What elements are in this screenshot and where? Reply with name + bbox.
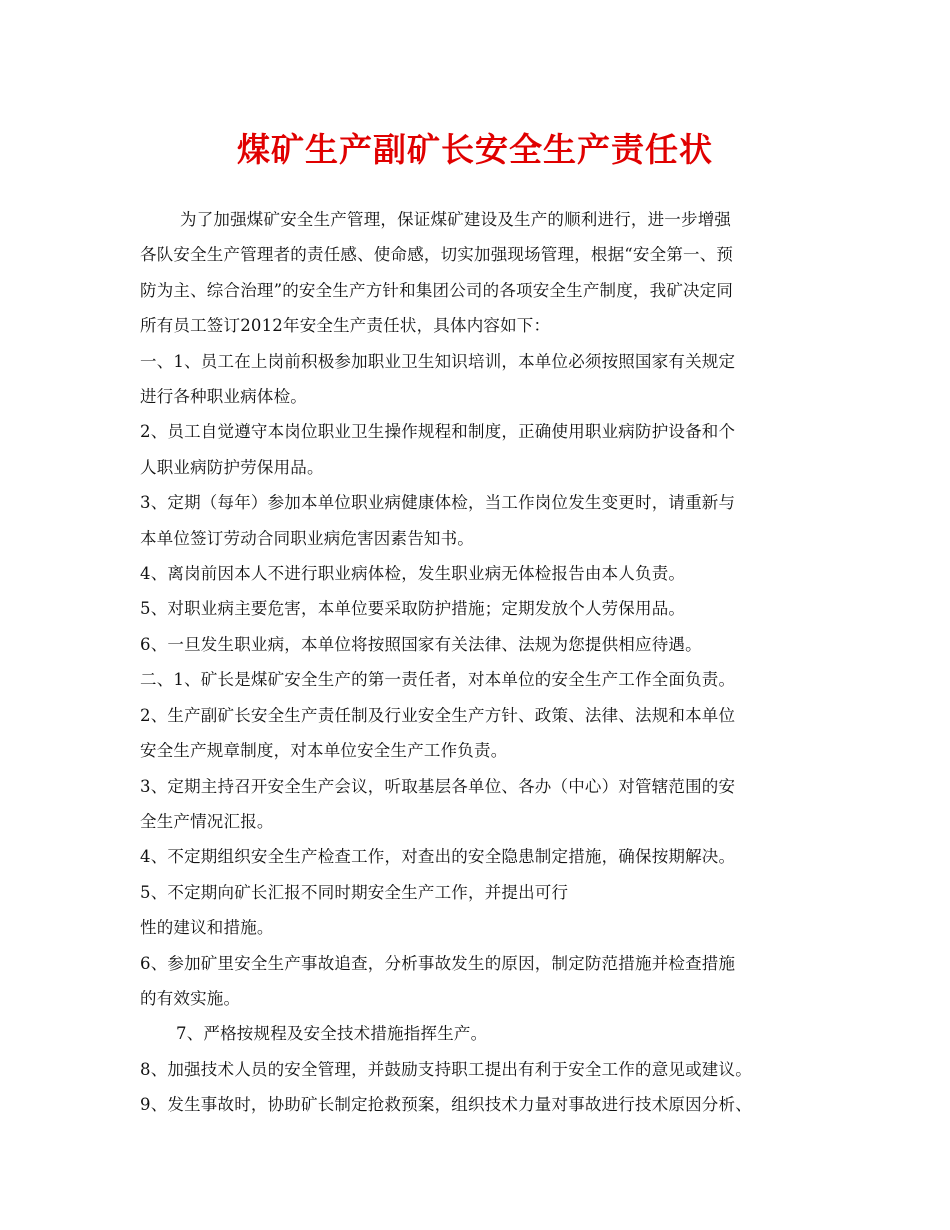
text-line: 进行各种职业病体检。 (140, 387, 307, 407)
text-line: 8、加强技术人员的安全管理，并鼓励支持职工提出有利于安全工作的意见或建议。 (140, 1059, 752, 1079)
text-line: 2、员工自觉遵守本岗位职业卫生操作规程和制度，正确使用职业病防护设备和个 (140, 422, 736, 442)
text-line: 6、一旦发生职业病，本单位将按照国家有关法律、法规为您提供相应待遇。 (140, 634, 702, 654)
text-line: 5、对职业病主要危害，本单位要采取防护措施；定期发放个人劳保用品。 (140, 599, 686, 619)
text-line: 3、定期主持召开安全生产会议，听取基层各单位、各办（中心）对管辖范围的安 (140, 776, 736, 796)
text-line: 为了加强煤矿安全生产管理，保证煤矿建设及生产的顺利进行，进一步增强 (180, 210, 732, 229)
text-line: 7、严格按规程及安全技术措施指挥生产。 (176, 1024, 488, 1044)
text-line: 二、1、矿长是煤矿安全生产的第一责任者，对本单位的安全生产工作全面负责。 (140, 670, 736, 690)
text-line: 一、1、员工在上岗前积极参加职业卫生知识培训，本单位必须按照国家有关规定 (140, 351, 736, 371)
text-line: 4、离岗前因本人不进行职业病体检，发生职业病无体检报告由本人负责。 (140, 564, 686, 584)
text-line: 安全生产规章制度，对本单位安全生产工作负责。 (140, 741, 508, 761)
text-line: 各队安全生产管理者的责任感、使命感，切实加强现场管理，根据“安全第一、预 (140, 245, 734, 265)
text-line: 性的建议和措施。 (140, 918, 274, 938)
text-line: 6、参加矿里安全生产事故追查，分析事故发生的原因，制定防范措施并检查措施 (140, 953, 736, 973)
text-line: 全生产情况汇报。 (140, 811, 274, 831)
document-title: 煤矿生产副矿长安全生产责任状 (237, 130, 713, 169)
text-line: 人职业病防护劳保用品。 (140, 457, 324, 477)
text-line: 防为主、综合治理”的安全生产方针和集团公司的各项安全生产制度，我矿决定同 (140, 280, 734, 300)
text-line: 4、不定期组织安全生产检查工作，对查出的安全隐患制定措施，确保按期解决。 (140, 847, 736, 867)
text-line: 所有员工签订2012年安全生产责任状，具体内容如下： (140, 316, 551, 336)
text-line: 3、定期（每年）参加本单位职业病健康体检，当工作岗位发生变更时，请重新与 (140, 493, 736, 513)
document-body (140, 202, 820, 1123)
text-line: 的有效实施。 (140, 988, 241, 1008)
text-line: 5、不定期向矿长汇报不同时期安全生产工作，并提出可行 (140, 882, 569, 902)
text-line: 2、生产副矿长安全生产责任制及行业安全生产方针、政策、法律、法规和本单位 (140, 705, 736, 725)
text-line: 本单位签订劳动合同职业病危害因素告知书。 (140, 528, 474, 548)
text-line: 9、发生事故时，协助矿长制定抢救预案，组织技术力量对事故进行技术原因分析、 (140, 1095, 752, 1115)
